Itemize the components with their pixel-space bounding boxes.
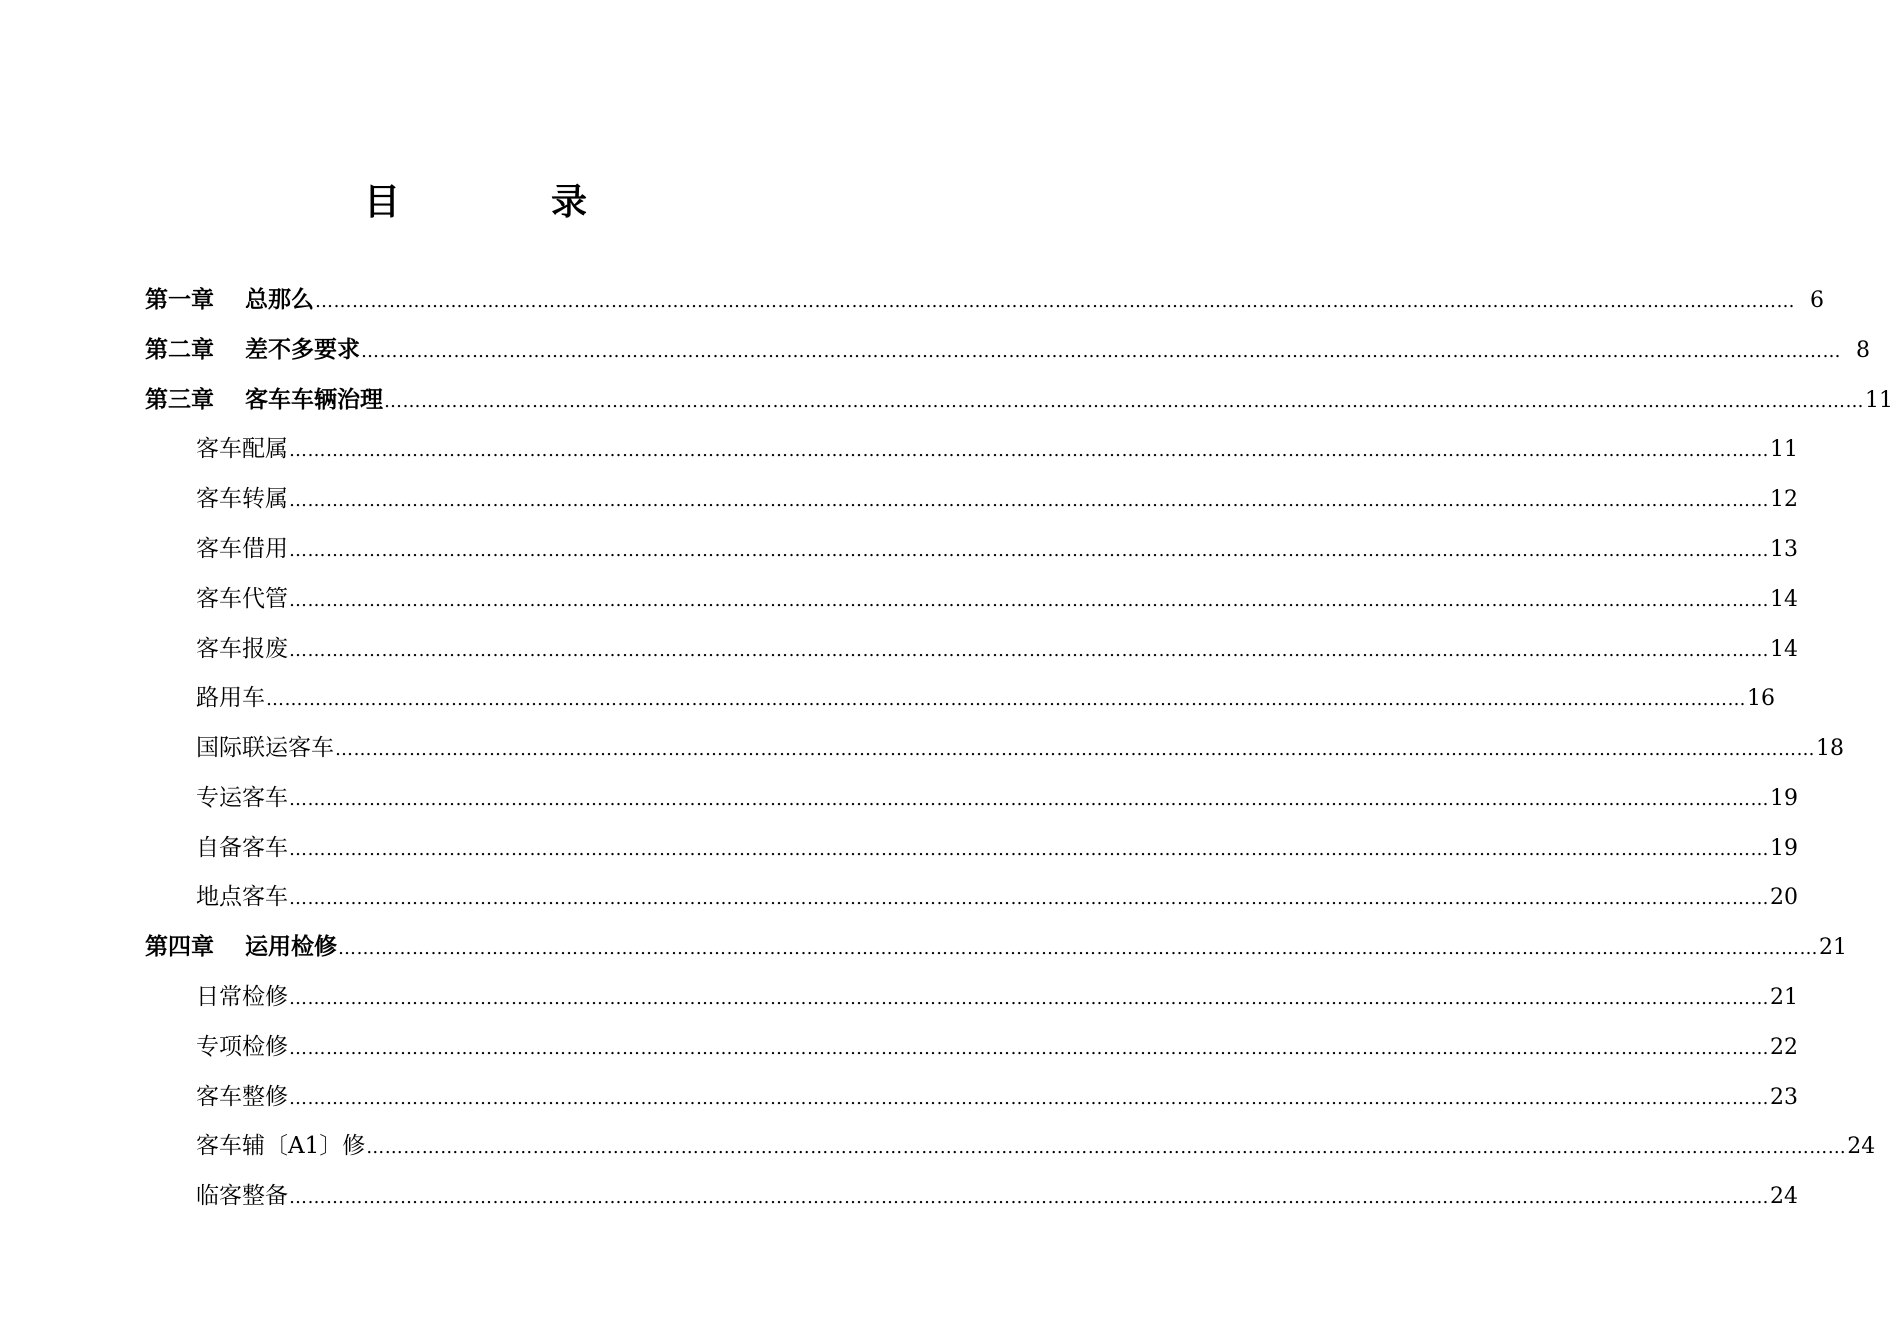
toc-dot-leader: …………………………………………………………………………………………………………………………………………………………………………………………………………………… bbox=[384, 391, 1864, 412]
toc-title-char-2: 录 bbox=[551, 182, 588, 223]
toc-section-entry[interactable] bbox=[196, 980, 1798, 1014]
toc-entry-title: 运用检修 bbox=[245, 934, 337, 960]
toc-page-number: 14 bbox=[1770, 637, 1798, 662]
toc-entry-title: 日常检修 bbox=[196, 984, 288, 1010]
toc-dot-leader: …………………………………………………………………………………………………………………………………………………………………………………………………………………… bbox=[289, 590, 1769, 611]
toc-section-entry[interactable] bbox=[196, 532, 1798, 566]
toc-dot-leader: …………………………………………………………………………………………………………………………………………………………………………………………………………………… bbox=[289, 490, 1769, 511]
toc-dot-leader: …………………………………………………………………………………………………………………………………………………………………………………………………………………… bbox=[289, 988, 1769, 1009]
toc-page-number: 21 bbox=[1770, 985, 1798, 1010]
toc-section-entry[interactable] bbox=[196, 632, 1798, 666]
toc-section-entry[interactable] bbox=[196, 432, 1798, 466]
toc-page-number: 13 bbox=[1770, 537, 1798, 562]
toc-page-number: 20 bbox=[1770, 885, 1798, 910]
toc-section-entry[interactable] bbox=[196, 781, 1798, 815]
toc-entry-title: 客车报废 bbox=[196, 636, 288, 662]
toc-chapter-entry[interactable] bbox=[145, 930, 1847, 964]
toc-page-number: 11 bbox=[1770, 437, 1798, 462]
toc-entry-title: 客车配属 bbox=[196, 436, 288, 462]
toc-page-number: 18 bbox=[1816, 736, 1844, 761]
toc-dot-leader: …………………………………………………………………………………………………………………………………………………………………………………………………………………… bbox=[289, 540, 1769, 561]
toc-section-entry[interactable] bbox=[196, 482, 1798, 516]
toc-section-entry[interactable] bbox=[196, 1129, 1876, 1163]
toc-page-number: 24 bbox=[1770, 1184, 1798, 1209]
toc-dot-leader: …………………………………………………………………………………………………………………………………………………………………………………………………………………… bbox=[289, 440, 1769, 461]
toc-page-number: 23 bbox=[1770, 1085, 1798, 1110]
toc-entry-title: 专运客车 bbox=[196, 785, 288, 811]
toc-entry-title: 客车代管 bbox=[196, 586, 288, 612]
toc-page-number: 12 bbox=[1770, 487, 1798, 512]
toc-section-entry[interactable] bbox=[196, 582, 1798, 616]
toc-page-number: 22 bbox=[1770, 1035, 1798, 1060]
toc-chapter-number: 第二章 bbox=[145, 337, 214, 363]
toc-entry-title: 专项检修 bbox=[196, 1034, 288, 1060]
toc-entry-title: 路用车 bbox=[196, 685, 265, 711]
toc-dot-leader: …………………………………………………………………………………………………………………………………………………………………………………………………………………… bbox=[266, 689, 1746, 710]
toc-dot-leader: …………………………………………………………………………………………………………………………………………………………………………………………………………………… bbox=[289, 1187, 1769, 1208]
toc-dot-leader: …………………………………………………………………………………………………………………………………………………………………………………………………………………… bbox=[289, 888, 1769, 909]
toc-entry-title: 总那么 bbox=[245, 287, 314, 313]
toc-dot-leader: …………………………………………………………………………………………………………………………………………………………………………………………………………………… bbox=[338, 938, 1818, 959]
toc-section-entry[interactable] bbox=[196, 731, 1844, 765]
toc-entry-title: 地点客车 bbox=[196, 884, 288, 910]
toc-title-char-1: 目 bbox=[364, 182, 401, 223]
toc-page-number: 8 bbox=[1856, 338, 1870, 363]
toc-page-number: 6 bbox=[1810, 288, 1824, 313]
toc-dot-leader: …………………………………………………………………………………………………………………………………………………………………………………………………………………… bbox=[289, 839, 1769, 860]
toc-entry-title: 国际联运客车 bbox=[196, 735, 334, 761]
toc-dot-leader: …………………………………………………………………………………………………………………………………………………………………………………………………………………… bbox=[289, 1038, 1769, 1059]
toc-dot-leader: …………………………………………………………………………………………………………………………………………………………………………………………………………………… bbox=[361, 341, 1841, 362]
toc-dot-leader: …………………………………………………………………………………………………………………………………………………………………………………………………………………… bbox=[289, 1088, 1769, 1109]
toc-section-entry[interactable] bbox=[196, 1080, 1798, 1114]
toc-page-number: 19 bbox=[1770, 836, 1798, 861]
toc-entry-title: 自备客车 bbox=[196, 835, 288, 861]
toc-section-entry[interactable] bbox=[196, 1030, 1798, 1064]
toc-page-number: 21 bbox=[1819, 935, 1847, 960]
toc-entry-title: 客车车辆治理 bbox=[245, 387, 383, 413]
toc-dot-leader: …………………………………………………………………………………………………………………………………………………………………………………………………………………… bbox=[289, 789, 1769, 810]
toc-dot-leader: …………………………………………………………………………………………………………………………………………………………………………………………………………………… bbox=[315, 291, 1795, 312]
toc-page-number: 16 bbox=[1747, 686, 1775, 711]
toc-section-entry[interactable] bbox=[196, 880, 1798, 914]
toc-chapter-entry[interactable] bbox=[145, 283, 1824, 317]
toc-page-number: 24 bbox=[1847, 1134, 1876, 1159]
toc-dot-leader: …………………………………………………………………………………………………………………………………………………………………………………………………………………… bbox=[335, 739, 1815, 760]
toc-chapter-entry[interactable] bbox=[145, 383, 1893, 417]
toc-entry-title: 客车整修 bbox=[196, 1084, 288, 1110]
toc-entry-title: 客车辅〔A1〕修 bbox=[196, 1133, 366, 1159]
toc-entry-title: 差不多要求 bbox=[245, 337, 360, 363]
toc-entry-title: 客车借用 bbox=[196, 536, 288, 562]
toc-section-entry[interactable] bbox=[196, 1179, 1798, 1213]
toc-section-entry[interactable] bbox=[196, 681, 1775, 715]
toc-chapter-number: 第一章 bbox=[145, 287, 214, 313]
toc-page-number: 11 bbox=[1865, 388, 1893, 413]
toc-dot-leader: …………………………………………………………………………………………………………………………………………………………………………………………………………………… bbox=[366, 1137, 1847, 1158]
toc-entry-title: 客车转属 bbox=[196, 486, 288, 512]
toc-section-entry[interactable] bbox=[196, 831, 1798, 865]
toc-entry-title: 临客整备 bbox=[196, 1183, 288, 1209]
toc-page-number: 19 bbox=[1770, 786, 1798, 811]
toc-page-number: 14 bbox=[1770, 587, 1798, 612]
toc-chapter-entry[interactable] bbox=[145, 333, 1870, 367]
toc-chapter-number: 第四章 bbox=[145, 934, 214, 960]
toc-chapter-number: 第三章 bbox=[145, 387, 214, 413]
toc-dot-leader: …………………………………………………………………………………………………………………………………………………………………………………………………………………… bbox=[289, 640, 1769, 661]
